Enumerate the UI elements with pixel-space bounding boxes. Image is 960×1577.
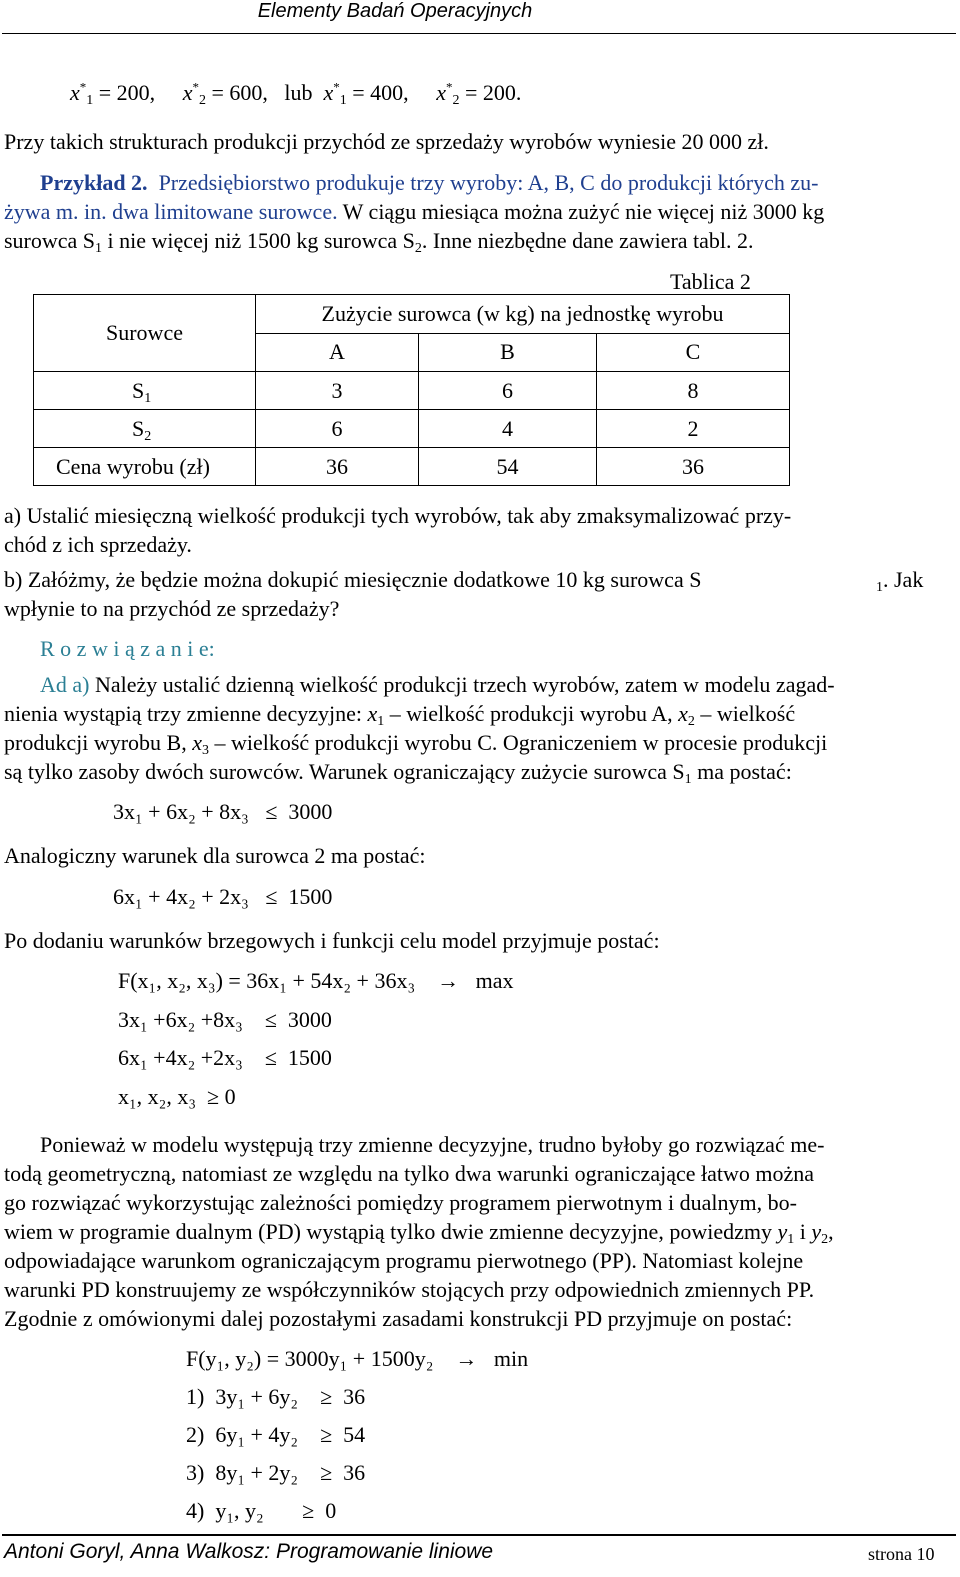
table-cell: 8 (597, 372, 790, 410)
para2-line-3: go rozwiązać wykorzystując zależności pomiędzy programem pierwotnym i dualnym, bo- (4, 1190, 797, 1215)
header-divider (2, 33, 956, 34)
table-header-group: Zużycie surowca (w kg) na jednostkę wyrobu (256, 295, 790, 334)
row-label: $S_2$ (34, 410, 256, 448)
column-header: A (256, 333, 419, 372)
income-sentence: Przy takich strukturach produkcji przychód ze sprzedaży wyrobów wyniesie 20 000 zł. (4, 129, 769, 154)
ad-a-line-1: Ad a) Należy ustalić dzienną wielkość produkcji trzech wyrobów, zatem w modelu zagad- (40, 672, 835, 697)
example-text: Przedsiębiorstwo produkuje trzy wyroby: A, B, C do produkcji których zu- (158, 170, 819, 195)
example-line-1 (40, 168, 818, 197)
table-cell: 2 (597, 410, 790, 448)
model-sentence: Po dodaniu warunków brzegowych i funkcji celu model przyjmuje postać: (4, 928, 660, 953)
running-header: Elementy Badań Operacyjnych (257, 0, 533, 22)
arrow-icon: → (437, 968, 460, 993)
table-cell: 4 (419, 410, 597, 448)
table-row (34, 410, 790, 448)
para2-line-2: todą geometryczną, natomiast ze względu na tylko dwa warunki ograniczające łatwo można (4, 1161, 815, 1186)
table-row (34, 372, 790, 410)
column-header: B (419, 333, 597, 372)
row-label: Cena wyrobu (zł) (34, 448, 256, 486)
value: = 200, (98, 80, 156, 105)
analog-sentence: Analogiczny warunek dla surowca 2 ma postać: (4, 843, 426, 868)
ad-a-line-4: są tylko zasoby dwóch surowców. Warunek ograniczający zużycie surowca $S_1$ ma postać: (4, 759, 792, 787)
page-number: strona 10 (868, 1544, 935, 1564)
table-cell: 36 (256, 448, 419, 486)
value: = 200. (464, 80, 522, 105)
primal-nonnegativity: x₁, x₂, x₃ ≥ 0 (118, 1084, 236, 1109)
ad-a-label: Ad a) (40, 672, 90, 697)
question-b: b) Załóżmy, że będzie można dokupić miesięcznie dodatkowe 10 kg surowca S wpłynie to na przychód ze sprzedaży? (4, 567, 702, 621)
var-x2: $x^*_2$ (436, 79, 460, 108)
var-x2: $x^*_2$ (182, 79, 206, 108)
value: = 400, (352, 80, 409, 105)
footer-divider (2, 1534, 956, 1536)
question-b-end: $_1$. Jak (876, 567, 924, 595)
table-row (34, 448, 790, 486)
table-caption: Tablica 2 (670, 269, 751, 294)
table-cell: 6 (419, 372, 597, 410)
or-word: lub (284, 80, 313, 105)
column-header: C (597, 333, 790, 372)
var-x1: $x^*_1$ (70, 79, 94, 108)
table-header-rowlabel: Surowce (34, 295, 256, 372)
arrow-icon: → (455, 1346, 478, 1371)
footer-authors-title: Antoni Goryl, Anna Walkosz: Programowanie liniowe (4, 1540, 494, 1563)
example-line-2: żywa m. in. dwa limitowane surowce. W ciągu miesiąca można zużyć nie więcej niż 3000 kg (4, 199, 825, 224)
primal-constraint-2: 6x₁ +4x₂ +2x₃ ≤ 1500 (118, 1045, 332, 1070)
primal-constraint-1: 3x₁ +6x₂ +8x₃ ≤ 3000 (118, 1007, 332, 1032)
solution-heading: R o z w i ą z a n i e: (40, 636, 215, 661)
para2-line-7: Zgodnie z omówionymi dalej pozostałymi zasadami konstrukcji PD przyjmuje on postać: (4, 1306, 793, 1331)
primal-objective: F(x₁, x₂, x₃) = 36x₁ + 54x₂ + 36x₃ → max (118, 968, 514, 993)
dual-objective: F(y₁, y₂) = 3000y₁ + 1500y₂ → min (186, 1346, 529, 1371)
example-line-3: surowca $S_1$ i nie więcej niż 1500 kg surowca $S_2$. Inne niezbędne dane zawiera tabl. 2. (4, 228, 754, 256)
constraint-2: 6x₁ + 4x₂ + 2x₃ ≤ 1500 (113, 884, 333, 909)
optimal-solution-line (70, 80, 521, 106)
row-label: $S_1$ (34, 372, 256, 410)
table-cell: 36 (597, 448, 790, 486)
dual-nonnegativity: 4) y₁, y₂ ≥ 0 (186, 1498, 337, 1523)
dual-constraint: 1) 3y₁ + 6y₂ ≥ 36 (186, 1384, 366, 1409)
table-cell: 3 (256, 372, 419, 410)
question-a: a) Ustalić miesięczną wielkość produkcji tych wyrobów, tak aby zmaksymalizować przy- chód z ich sprzedaży. (4, 503, 792, 557)
value: = 600, (211, 80, 268, 105)
dual-constraint: 2) 6y₁ + 4y₂ ≥ 54 (186, 1422, 366, 1447)
example-label: Przykład 2. (40, 170, 148, 195)
para2-line-1: Ponieważ w modelu występują trzy zmienne decyzyjne, trudno byłoby go rozwiązać me- (40, 1132, 825, 1157)
var-x1: $x^*_1$ (323, 79, 347, 108)
ad-a-line-3: produkcji wyrobu B, $x_3$ – wielkość produkcji wyrobu C. Ograniczeniem w procesie produkcji (4, 730, 828, 758)
raw-material-table (33, 294, 790, 486)
ad-a-line-2: nienia wystąpią trzy zmienne decyzyjne: $x_1$ – wielkość produkcji wyrobu A, $x_2$ – wielkość (4, 701, 796, 729)
para2-line-5: odpowiadające warunkom ograniczającym programu pierwotnego (PP). Natomiast kolejne (4, 1248, 804, 1273)
table-cell: 54 (419, 448, 597, 486)
constraint-1: 3x₁ + 6x₂ + 8x₃ ≤ 3000 (113, 799, 333, 824)
table-cell: 6 (256, 410, 419, 448)
para2-line-4: wiem w programie dualnym (PD) wystąpią tylko dwie zmienne decyzyjne, powiedzmy $y_1$ i $y_2$, (4, 1219, 834, 1247)
para2-line-6: warunki PD konstruujemy ze współczynników stojących przy odpowiednich zmiennych PP. (4, 1277, 815, 1302)
dual-constraint: 3) 8y₁ + 2y₂ ≥ 36 (186, 1460, 366, 1485)
